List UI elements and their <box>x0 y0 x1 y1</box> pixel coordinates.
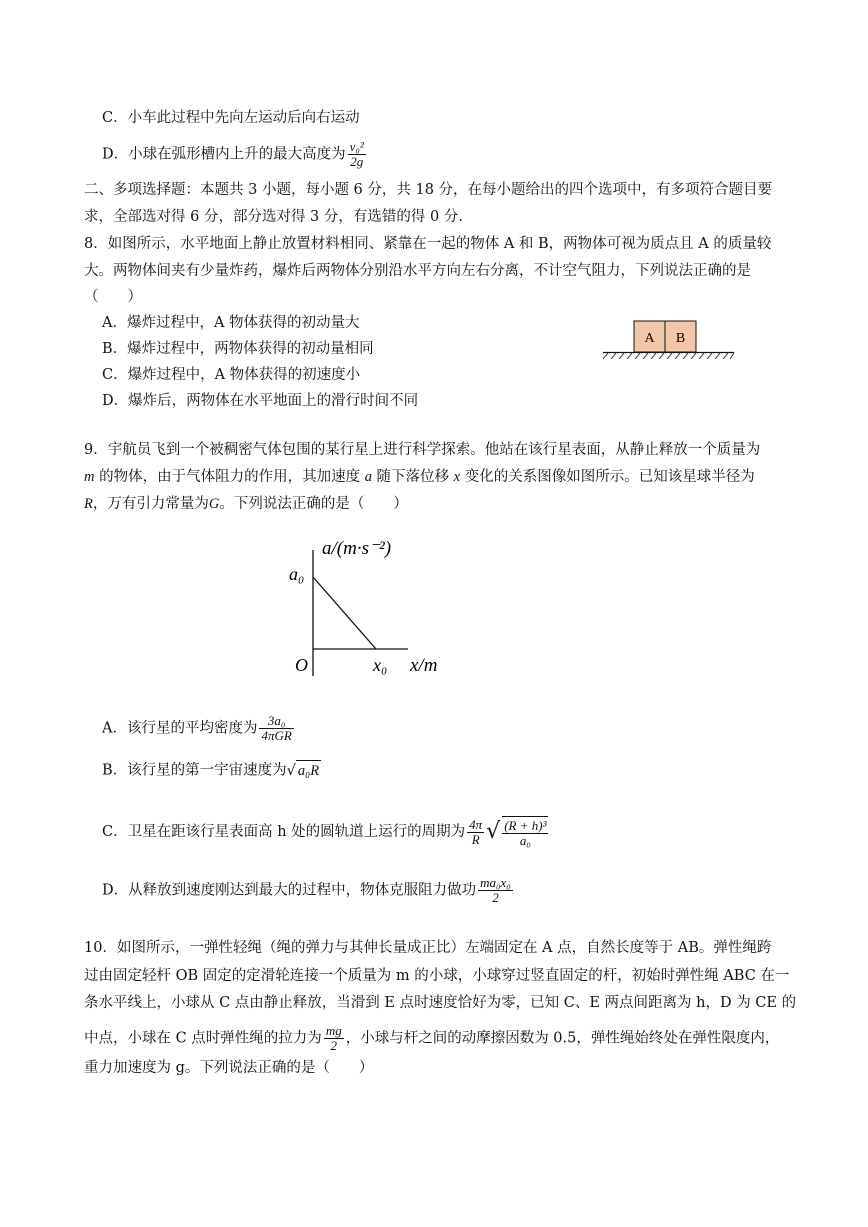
fraction-numerator: 3a₀ <box>259 714 293 729</box>
block-a-label: A <box>644 331 655 346</box>
q10-fraction <box>324 1024 344 1053</box>
graph-origin-label: O <box>295 655 308 675</box>
q9-text: ，万有引力常量为 <box>92 496 209 512</box>
q9-text: 变化的关系图像如图所示。已知该星球半径为 <box>460 469 755 485</box>
fraction-denominator: 4πGR <box>261 728 292 743</box>
section2-header-line1: 二、多项选择题：本题共 3 小题，每小题 6 分，共 18 分，在每小题给出的四个选项中，有多项符合题目要 <box>84 182 773 198</box>
q7-option-d-fraction <box>348 140 366 169</box>
block-b-label: B <box>675 331 686 346</box>
graph-a0-label: a₀ <box>289 564 305 584</box>
fraction-denominator: 2 <box>330 1038 337 1053</box>
fraction-numerator: (R + h)³ <box>504 818 547 833</box>
q9-option-c-text: C．卫星在距该行星表面高 h 处的圆轨道上运行的周期为 <box>102 824 466 840</box>
sqrt-radicand: a₀R <box>296 760 321 781</box>
q8-option-b: B．爆炸过程中，两物体获得的初动量相同 <box>102 341 374 357</box>
q8-option-c: C．爆炸过程中，A 物体获得的初速度小 <box>102 367 361 383</box>
q10-stem-line2: 过由固定轻杆 OB 固定的定滑轮连接一个质量为 m 的小球，小球穿过竖直固定的杆，初始时弹性绳 ABC 在一 <box>84 968 790 984</box>
var-g: G <box>208 496 220 512</box>
var-x: x <box>453 469 461 485</box>
q9-option-b <box>102 760 321 781</box>
graph-y-label: a/(m·s⁻²) <box>322 538 392 559</box>
q10-stem-line5: 重力加速度为 g。下列说法正确的是（ ） <box>84 1060 374 1076</box>
sqrt-expression: √ <box>486 819 501 844</box>
q9-option-d-text: D．从释放到速度刚达到最大的过程中，物体克服阻力做功 <box>102 882 477 899</box>
graph-x-label: x/m <box>410 655 438 676</box>
q10-text: ，小球与杆之间的动摩擦因数为 0.5，弹性绳始终处在弹性限度内， <box>345 1030 780 1047</box>
fraction-denominator: a₀ <box>519 833 531 848</box>
fraction-numerator: v₀² <box>349 139 364 154</box>
q8-stem-line3: （ ） <box>84 289 142 305</box>
q9-text: 。下列说法正确的是（ ） <box>219 496 408 512</box>
q9-text: 随下落位移 <box>371 469 454 485</box>
q10-stem-line3: 条水平线上，小球从 C 点由静止释放，当滑到 E 点时速度恰好为零，已知 C、E 两点间距离为 h，D 为 CE 的 <box>84 995 797 1011</box>
q9-option-d-fraction <box>478 876 513 905</box>
q9-option-d <box>102 876 515 905</box>
fraction-numerator: ma₀x₀ <box>480 875 511 890</box>
q9-option-a <box>102 714 296 743</box>
q7-option-d <box>102 140 368 169</box>
graph-x0-label: x₀ <box>373 655 388 675</box>
fraction-numerator: mg <box>325 1023 342 1038</box>
ground-hatching <box>603 353 734 359</box>
q9-option-c-fraction <box>467 818 484 847</box>
q8-stem-line2: 大。两物体间夹有少量炸药，爆炸后两物体分别沿水平方向左右分离，不计空气阻力，下列说法正确的是 <box>84 263 751 279</box>
fraction-denominator: 2 <box>492 890 499 905</box>
q8-figure-blocks <box>600 318 740 366</box>
q8-option-a: A．爆炸过程中，A 物体获得的初动量大 <box>102 315 360 331</box>
sqrt-fraction <box>502 816 548 848</box>
q9-graph <box>280 528 460 680</box>
var-a: a <box>364 469 372 485</box>
q9-stem-line2 <box>84 467 755 487</box>
var-m: m <box>84 469 95 485</box>
sqrt-expression: √ a₀R <box>287 760 321 781</box>
graph-line <box>313 577 376 649</box>
q9-stem-line1: 9．宇航员飞到一个被稠密气体包围的某行星上进行科学探索。他站在该行星表面，从静止释放一个质量为 <box>84 442 761 458</box>
q7-option-c: C．小车此过程中先向左运动后向右运动 <box>102 110 360 126</box>
q10-stem-line4 <box>84 1024 779 1053</box>
q9-option-c <box>102 816 550 848</box>
q9-stem-line3 <box>84 494 408 514</box>
q9-text: 的物体，由于气体阻力的作用，其加速度 <box>94 469 365 485</box>
q10-stem-line1: 10．如图所示，一弹性轻绳（绳的弹力与其伸长量成正比）左端固定在 A 点，自然长度等于 AB。弹性绳跨 <box>84 940 772 956</box>
q10-text: 中点，小球在 C 点时弹性绳的拉力为 <box>84 1030 322 1047</box>
q8-stem-line1: 8．如图所示，水平地面上静止放置材料相同、紧靠在一起的物体 A 和 B，两物体可视为质点且 A 的质量较 <box>84 236 772 252</box>
fraction-denominator: R <box>471 831 480 847</box>
q7-option-d-text: D．小球在弧形槽内上升的最大高度为 <box>102 146 346 163</box>
q9-option-b-text: B．该行星的第一宇宙速度为 <box>102 762 287 779</box>
q9-option-a-text: A．该行星的平均密度为 <box>102 720 258 737</box>
section2-header-line2: 求，全部选对得 6 分，部分选对得 3 分，有选错的得 0 分. <box>84 209 463 225</box>
q8-option-d: D．爆炸后，两物体在水平地面上的滑行时间不同 <box>102 393 419 409</box>
q9-option-a-fraction <box>259 714 293 743</box>
fraction-denominator: 2g <box>350 154 364 169</box>
var-r: R <box>84 496 93 512</box>
fraction-numerator: 4π <box>469 816 483 832</box>
